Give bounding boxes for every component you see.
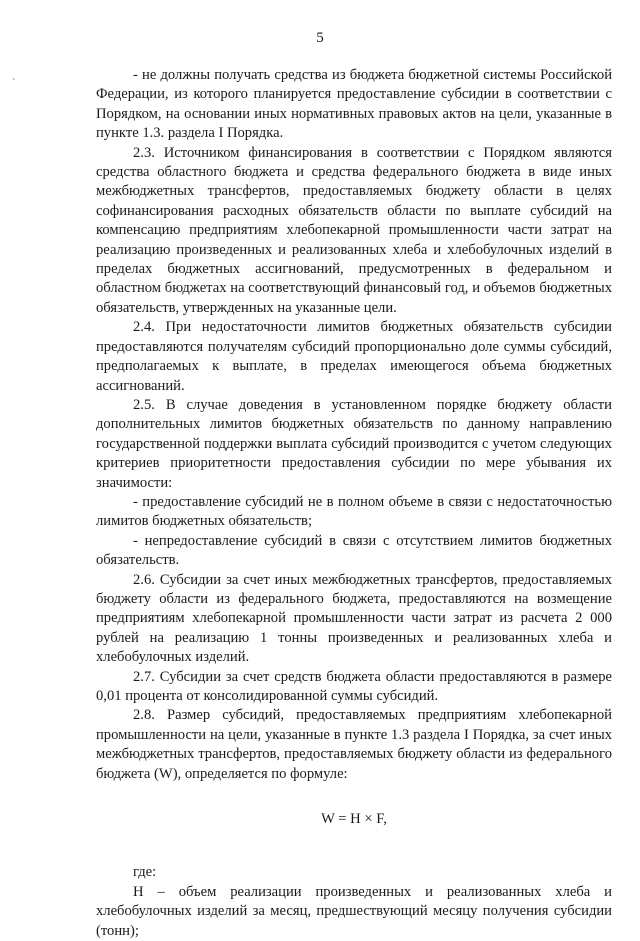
document-body <box>96 66 612 941</box>
paragraph: 2.7. Субсидии за счет средств бюджета области предоставляются в размере 0,01 процента от консолидированной суммы субсидий. <box>96 668 612 704</box>
where-label: где: <box>133 864 157 881</box>
paragraph: - не должны получать средства из бюджета бюджетной системы Российской Федерации, из которого планируется предоставление субсидии в соответствии с Порядком, на основании иных нормативных правовых актов на цели, указанные в пункте 1.3. раздела I Порядка. <box>96 67 612 142</box>
paragraph: 2.5. В случае доведения в установленном порядке бюджету области дополнительных лимитов бюджетных обязательств по данному направлению государственной поддержки выплата субсидий производится с учетом следующих критериев приоритетности предоставления субсидии по мере убывания их значимости: <box>96 396 612 491</box>
paragraph: - непредоставление субсидий в связи с отсутствием лимитов бюджетных обязательств. <box>96 532 612 569</box>
paragraph: 2.4. При недостаточности лимитов бюджетных обязательств субсидии предоставляются получателям субсидий пропорционально доле суммы субсидий, предполагаемых к выплате, в пределах имеющегося объема бюджетных ассигнований. <box>96 319 612 394</box>
paragraph: 2.3. Источником финансирования в соответствии с Порядком являются средства областного бюджета и средства федерального бюджета в виде иных межбюджетных трансфертов, предоставляемых бюджету области в целях софинансирования расходных обязательств области по выплате субсидий на компенсацию предприятиям хлебопекарной промышленности части затрат на реализацию произведенных и реализованных хлеба и хлебобулочных изделий в пределах бюджетных ассигнований, предусмотренных в федеральном и областном бюджетах на соответствующий финансовый год, и объемов бюджетных обязательств, утвержденных на указанные цели. <box>96 144 612 316</box>
paragraph: 2.8. Размер субсидий, предоставляемых предприятиям хлебопекарной промышленности на цели, указанные в пункте 1.3 раздела I Порядка, за счет иных межбюджетных трансфертов, предоставляемых бюджету области из федерального бюджета (W), определяется по формуле: <box>96 707 612 782</box>
formula: W = H × F, <box>321 811 387 828</box>
margin-mark: ` <box>12 78 16 89</box>
paragraph: - предоставление субсидий не в полном объеме в связи с недостаточностью лимитов бюджетных обязательств; <box>96 493 612 530</box>
page-number: 5 <box>316 30 324 46</box>
definition: Н – объем реализации произведенных и реализованных хлеба и хлебобулочных изделий за месяц, предшествующий месяцу получения субсидии (тонн); <box>96 883 612 939</box>
paragraph: 2.6. Субсидии за счет иных межбюджетных трансфертов, предоставляемых бюджету области из федерального бюджета, предоставляются на возмещение предприятиям хлебопекарной промышленности части затрат из расчета 2 000 рублей на реализацию 1 тонны произведенных и реализованных хлеба и хлебобулочных изделий. <box>96 571 612 666</box>
